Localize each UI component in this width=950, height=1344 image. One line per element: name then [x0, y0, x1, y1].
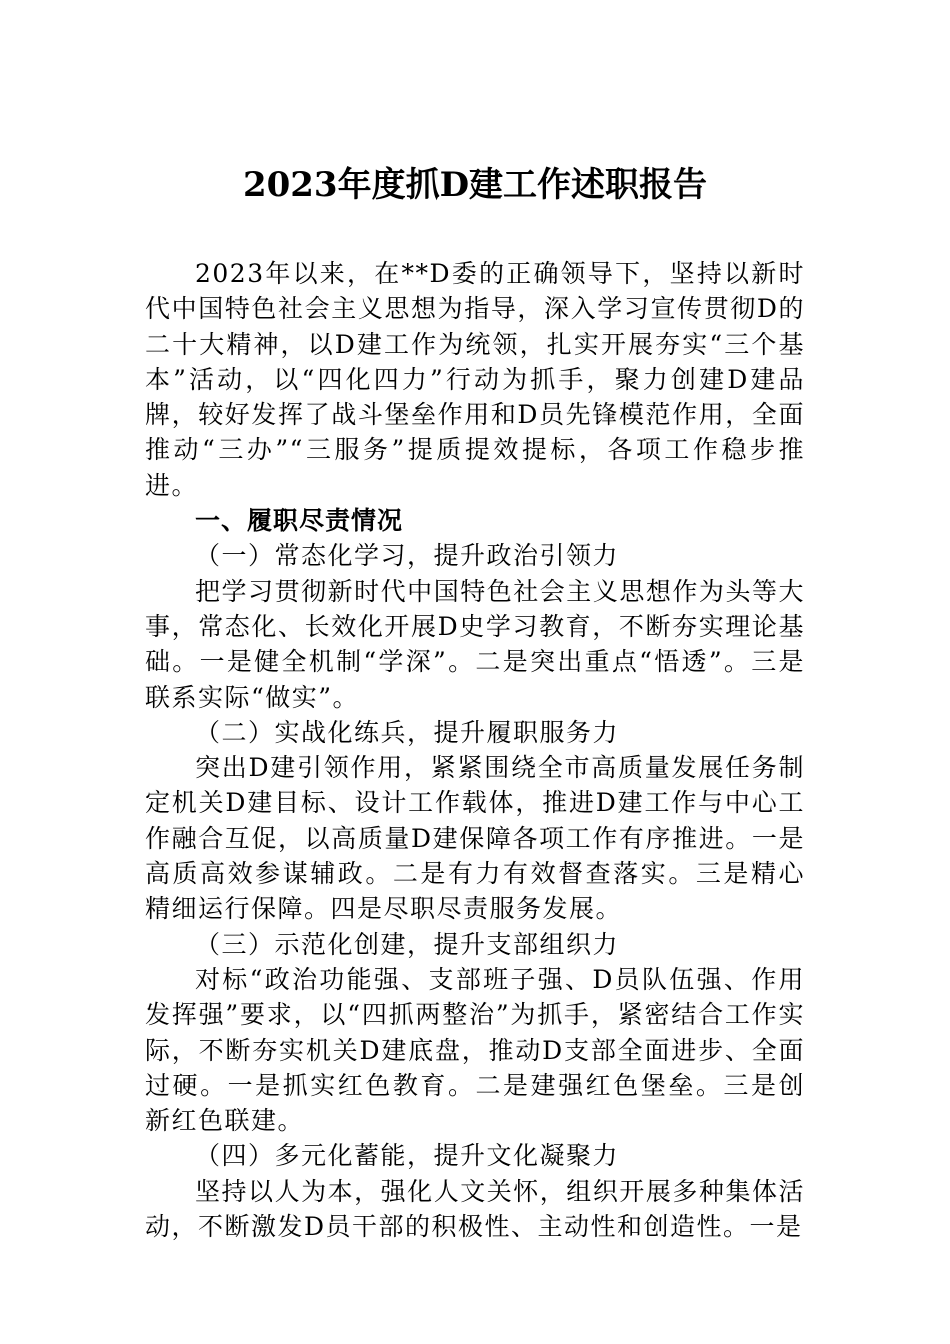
subsection-paragraph-4: 坚持以人为本，强化人文关怀，组织开展多种集体活动，不断激发D员干部的积极性、主动性和创造性。一是	[145, 1176, 805, 1242]
subsection-heading-2: （二）实战化练兵，提升履职服务力	[195, 717, 620, 747]
section-heading: 一、履职尽责情况	[195, 506, 404, 536]
document-title: 2023年度抓D建工作述职报告	[242, 165, 708, 205]
subsection-paragraph-3: 对标“政治功能强、支部班子强、D员队伍强、作用发挥强”要求，以“四抓两整治”为抓手，紧密结合工作实际，不断夯实机关D建底盘，推动D支部全面进步、全面过硬。一是抓实红色教育。二是建强红色堡垒。三是创新红色联建。	[145, 964, 805, 1136]
subsection-heading-3: （三）示范化创建，提升支部组织力	[195, 929, 620, 959]
document-body	[145, 256, 805, 1244]
intro-paragraph: 2023年以来，在**D委的正确领导下，坚持以新时代中国特色社会主义思想为指导，深入学习宣传贯彻D的二十大精神，以D建工作为统领，扎实开展夯实“三个基本”活动，以“四化四力”行动为抓手，聚力创建D建品牌，较好发挥了战斗堡垒作用和D员先锋模范作用，全面推动“三办”“三服务”提质提效提标，各项工作稳步推进。	[145, 259, 805, 500]
subsection-paragraph-2: 突出D建引领作用，紧紧围绕全市高质量发展任务制定机关D建目标、设计工作载体，推进D建工作与中心工作融合互促，以高质量D建保障各项工作有序推进。一是高质高效参谋辅政。二是有力有效督查落实。三是精心精细运行保障。四是尽职尽责服务发展。	[145, 753, 805, 924]
subsection-heading-4: （四）多元化蓄能，提升文化凝聚力	[195, 1141, 620, 1171]
subsection-paragraph-1: 把学习贯彻新时代中国特色社会主义思想作为头等大事，常态化、长效化开展D史学习教育，不断夯实理论基础。一是健全机制“学深”。二是突出重点“悟透”。三是联系实际“做实”。	[145, 576, 806, 712]
subsection-heading-1: （一）常态化学习，提升政治引领力	[195, 541, 620, 571]
